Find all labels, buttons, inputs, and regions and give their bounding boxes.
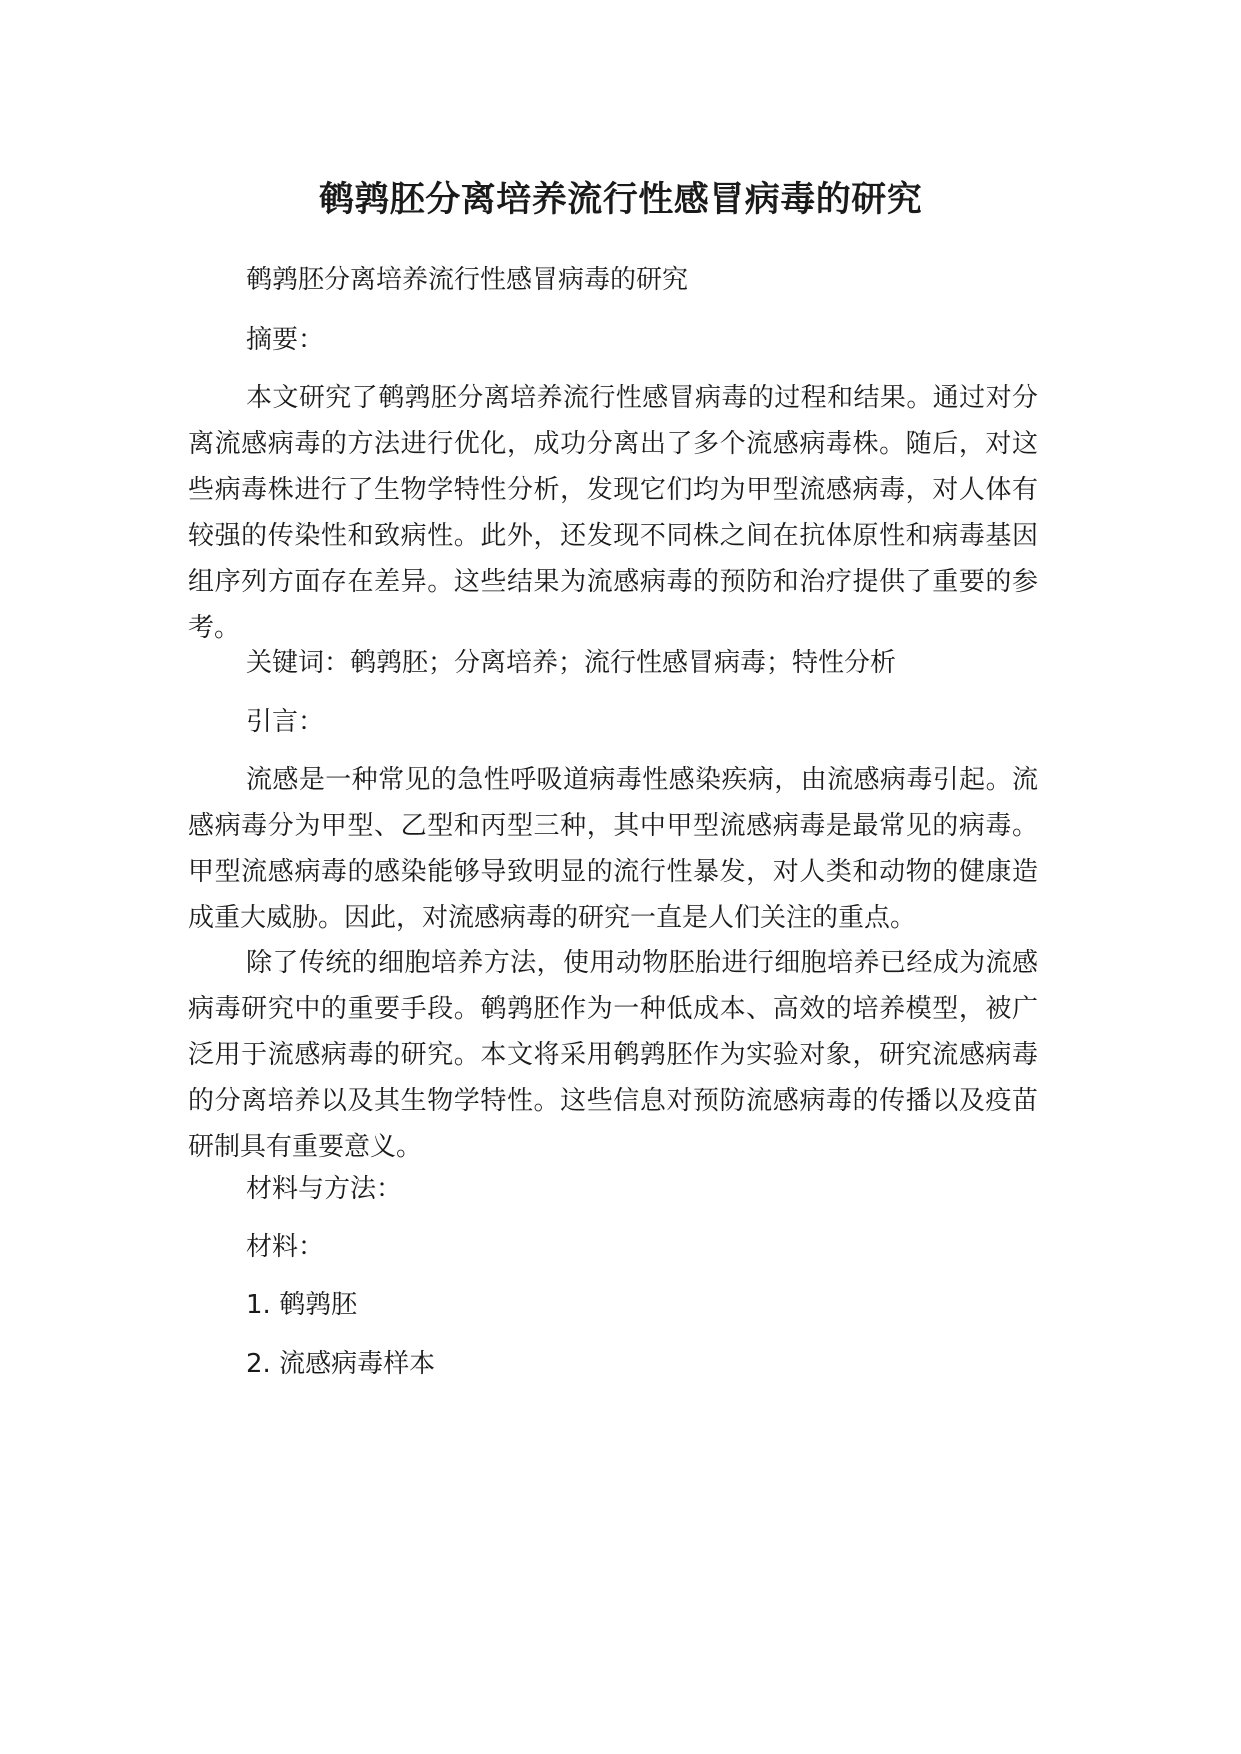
keywords-line: 关键词：鹌鹑胚；分离培养；流行性感冒病毒；特性分析 <box>246 648 897 678</box>
materials-heading: 材料： <box>246 1232 325 1262</box>
abstract-heading: 摘要： <box>246 325 325 355</box>
intro-heading: 引言： <box>246 707 325 737</box>
document-subtitle: 鹌鹑胚分离培养流行性感冒病毒的研究 <box>246 265 689 295</box>
intro-paragraph-1: 流感是一种常见的急性呼吸道病毒性感染疾病，由流感病毒引起。流感病毒分为甲型、乙型和丙型三种，其中甲型流感病毒是最常见的病毒。甲型流感病毒的感染能够导致明显的流行性暴发，对人类和动物的健康造成重大威胁。因此，对流感病毒的研究一直是人们关注的重点。 <box>188 765 1038 933</box>
intro-paragraph-2: 除了传统的细胞培养方法，使用动物胚胎进行细胞培养已经成为流感病毒研究中的重要手段。鹌鹑胚作为一种低成本、高效的培养模型，被广泛用于流感病毒的研究。本文将采用鹌鹑胚作为实验对象，研究流感病毒的分离培养以及其生物学特性。这些信息对预防流感病毒的传播以及疫苗研制具有重要意义。 <box>188 948 1038 1162</box>
document-title: 鹌鹑胚分离培养流行性感冒病毒的研究 <box>318 180 923 220</box>
list-item: 1. 鹌鹑胚 <box>246 1290 358 1320</box>
methods-heading: 材料与方法： <box>246 1174 403 1204</box>
abstract-paragraph: 本文研究了鹌鹑胚分离培养流行性感冒病毒的过程和结果。通过对分离流感病毒的方法进行优化，成功分离出了多个流感病毒株。随后，对这些病毒株进行了生物学特性分析，发现它们均为甲型流感病毒，对人体有较强的传染性和致病性。此外，还发现不同株之间在抗体原性和病毒基因组序列方面存在差异。这些结果为流感病毒的预防和治疗提供了重要的参考。 <box>188 383 1038 643</box>
list-item: 2. 流感病毒样本 <box>246 1349 436 1379</box>
